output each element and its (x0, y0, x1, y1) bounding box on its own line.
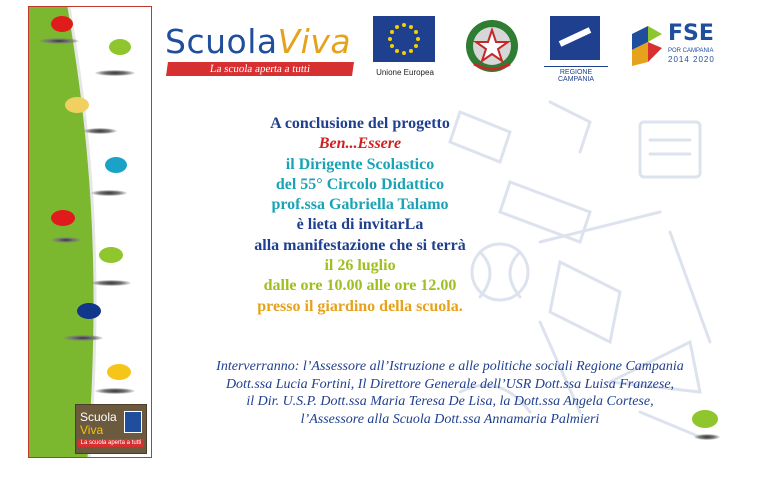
dot-shadow (51, 237, 81, 243)
dot-shadow (91, 190, 127, 196)
invitation-line: alla manifestazione che si terrà (254, 236, 466, 254)
eu-caption: Unione Europea (376, 68, 434, 77)
speakers-line: l’Assessore alla Scuola Dott.ssa Annamaria Palmieri (300, 411, 600, 427)
invitation-line: è lieta di invitarLa (296, 216, 424, 234)
dot-shadow (95, 70, 135, 76)
decorative-dot-group (690, 410, 720, 450)
mini-logo-tagline: La scuola aperta a tutti (78, 439, 144, 447)
mini-logo-word-1: Scuola (80, 410, 117, 424)
invitation-line: A conclusione del progetto (270, 115, 450, 132)
green-dot (99, 247, 123, 263)
eu-flag-icon (373, 16, 435, 62)
invitation-text (150, 114, 570, 317)
left-decorative-panel (28, 6, 152, 458)
invitation-line: il Dirigente Scolastico (285, 155, 435, 173)
principal-name: prof.ssa Gabriella Talamo (271, 196, 449, 214)
event-date: il 26 luglio (324, 257, 396, 275)
scuolaviva-logo (165, 22, 355, 80)
invitation-line: del 55° Circolo Didattico (275, 175, 445, 193)
red-dot (51, 16, 73, 32)
yellow-dot (65, 97, 89, 113)
mini-logo-wordmark (80, 411, 117, 437)
fse-subtitle: POR CAMPANIA (668, 48, 714, 54)
speakers-text (160, 358, 740, 428)
dot-shadow (83, 128, 117, 134)
scuolaviva-word-1: Scuola (165, 22, 278, 61)
scuolaviva-tagline: La scuola aperta a tutti (166, 62, 354, 76)
fse-logo-icon (628, 18, 668, 68)
scuolaviva-wordmark (165, 22, 351, 62)
eu-logo (370, 16, 440, 80)
green-dot (692, 410, 718, 428)
fse-logo (628, 18, 718, 68)
project-name: Ben...Essere (318, 135, 402, 153)
scuolaviva-mini-logo (75, 404, 147, 454)
campania-caption: REGIONE CAMPANIA (544, 66, 608, 83)
green-dot (109, 39, 131, 55)
dot-shadow (694, 434, 720, 440)
event-time: dalle ore 10.00 alle ore 12.00 (263, 277, 457, 295)
navy-dot (77, 303, 101, 319)
campania-region-shield-icon (550, 16, 600, 60)
campania-region-logo (548, 16, 604, 83)
teal-dot (105, 157, 127, 173)
event-location: presso il giardino della scuola. (257, 297, 463, 315)
fse-years: 2014 2020 (668, 55, 715, 64)
fse-wordmark: FSE (668, 21, 714, 46)
dot-shadow (39, 38, 79, 44)
dot-shadow (95, 388, 135, 394)
speakers-line: il Dir. U.S.P. Dott.ssa Maria Teresa De Lisa, la Dott.ssa Angela Cortese, (246, 394, 654, 409)
dot-shadow (91, 280, 131, 286)
speakers-line: Interverranno: l’Assessore all’Istruzione e alle politiche sociali Regione Campania (216, 359, 684, 374)
italian-republic-emblem-icon (462, 16, 522, 76)
yellow-dot (107, 364, 131, 380)
scuolaviva-word-2: Viva (277, 22, 352, 61)
speakers-line: Dott.ssa Lucia Fortini, Il Direttore Generale dell’USR Dott.ssa Luisa Franzese, (225, 376, 675, 392)
dot-shadow (63, 335, 103, 341)
mini-logo-word-2: Viva (80, 423, 104, 437)
campania-flag-icon (124, 411, 142, 433)
red-dot (51, 210, 75, 226)
